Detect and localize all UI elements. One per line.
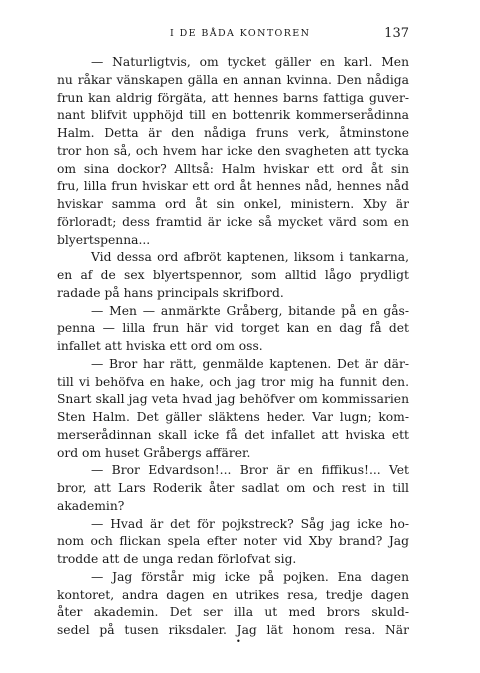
page-number: 137 — [384, 26, 409, 41]
text-line: Halm. Detta är den nådiga fruns verk, åtminstone — [57, 126, 409, 140]
text-line: Snart skall jag veta hvad jag behöfver om kommissarien — [57, 392, 409, 407]
text-line: till vi behöfva en hake, och jag tror mig ha funnit den. — [57, 374, 409, 389]
text-line: förloradt; dess framtid är icke så mycket värd som en — [57, 214, 409, 229]
text-line: hviskar samma ord åt sin onkel, ministern. Xby är — [57, 197, 409, 211]
text-line: nu råkar vänskapen gälla en annan kvinna. Den nådiga — [57, 72, 409, 87]
text-line: trodde att de unga redan förlofvat sig. — [57, 552, 297, 566]
text-line: en af de sex blyertspennor, som alltid lågo prydligt — [57, 268, 409, 282]
text-line: — Naturligtvis, om tycket gäller en karl. Men — [91, 55, 409, 69]
text-line: akademin? — [57, 498, 125, 513]
text-line: nom och flickan spela efter noter vid Xby brand? Jag — [57, 534, 409, 549]
text-line: bror, att Lars Roderik åter sadlat om och rest in till — [57, 481, 409, 495]
text-line: — Men — anmärkte Gråberg, bitande på en gås- — [91, 303, 409, 318]
text-line: — Bror har rätt, genmälde kaptenen. Det är där- — [91, 356, 409, 371]
text-line: frun kan aldrig förgäta, att hennes barns fattiga guver- — [57, 90, 409, 105]
text-line: Vid dessa ord afbröt kaptenen, liksom i tankarna, — [91, 250, 409, 265]
text-line: blyertspenna... — [57, 232, 151, 247]
text-line: Sten Halm. Det gäller släktens heder. Var lugn; kom- — [57, 410, 409, 424]
text-line: fru, lilla frun hviskar ett ord åt hennes nåd, hennes nåd — [57, 179, 409, 194]
text-line: ord om huset Gråbergs affärer. — [57, 445, 251, 460]
text-line: sedel på tusen riksdaler. Jag lät honom resa. När — [57, 623, 409, 637]
running-title: I DE BÅDA KONTOREN — [170, 28, 311, 39]
text-line: — Jag förstår mig icke på pojken. Ena dagen — [91, 569, 409, 584]
text-line: tror hon så, och hvem har icke den svagheten att tycka — [57, 143, 409, 158]
running-header — [57, 28, 409, 44]
text-line: radade på hans principals skrifbord. — [57, 285, 284, 300]
body-text — [57, 54, 409, 640]
text-line: åter akademin. Det ser illa ut med brors skuld- — [57, 605, 409, 620]
text-line: penna — lilla frun här vid torget kan en dag få det — [57, 321, 409, 336]
signature-mark: • — [236, 637, 241, 646]
text-line: om sina dockor? Alltså: Halm hviskar ett ord åt sin — [57, 161, 409, 176]
text-line: nant blifvit upphöjd till en bottenrik kommerserådinna — [57, 108, 409, 123]
text-line: — Bror Edvardson!... Bror är en fiffikus!... Vet — [91, 463, 409, 478]
text-line: infallet att hviska ett ord om oss. — [57, 339, 263, 353]
text-line: merserådinnan skall icke få det infallet att hviska ett — [57, 427, 409, 442]
text-line: — Hvad är det för pojkstreck? Såg jag icke ho- — [91, 516, 409, 531]
text-line: kontoret, andra dagen en utrikes resa, tredje dagen — [57, 587, 409, 602]
